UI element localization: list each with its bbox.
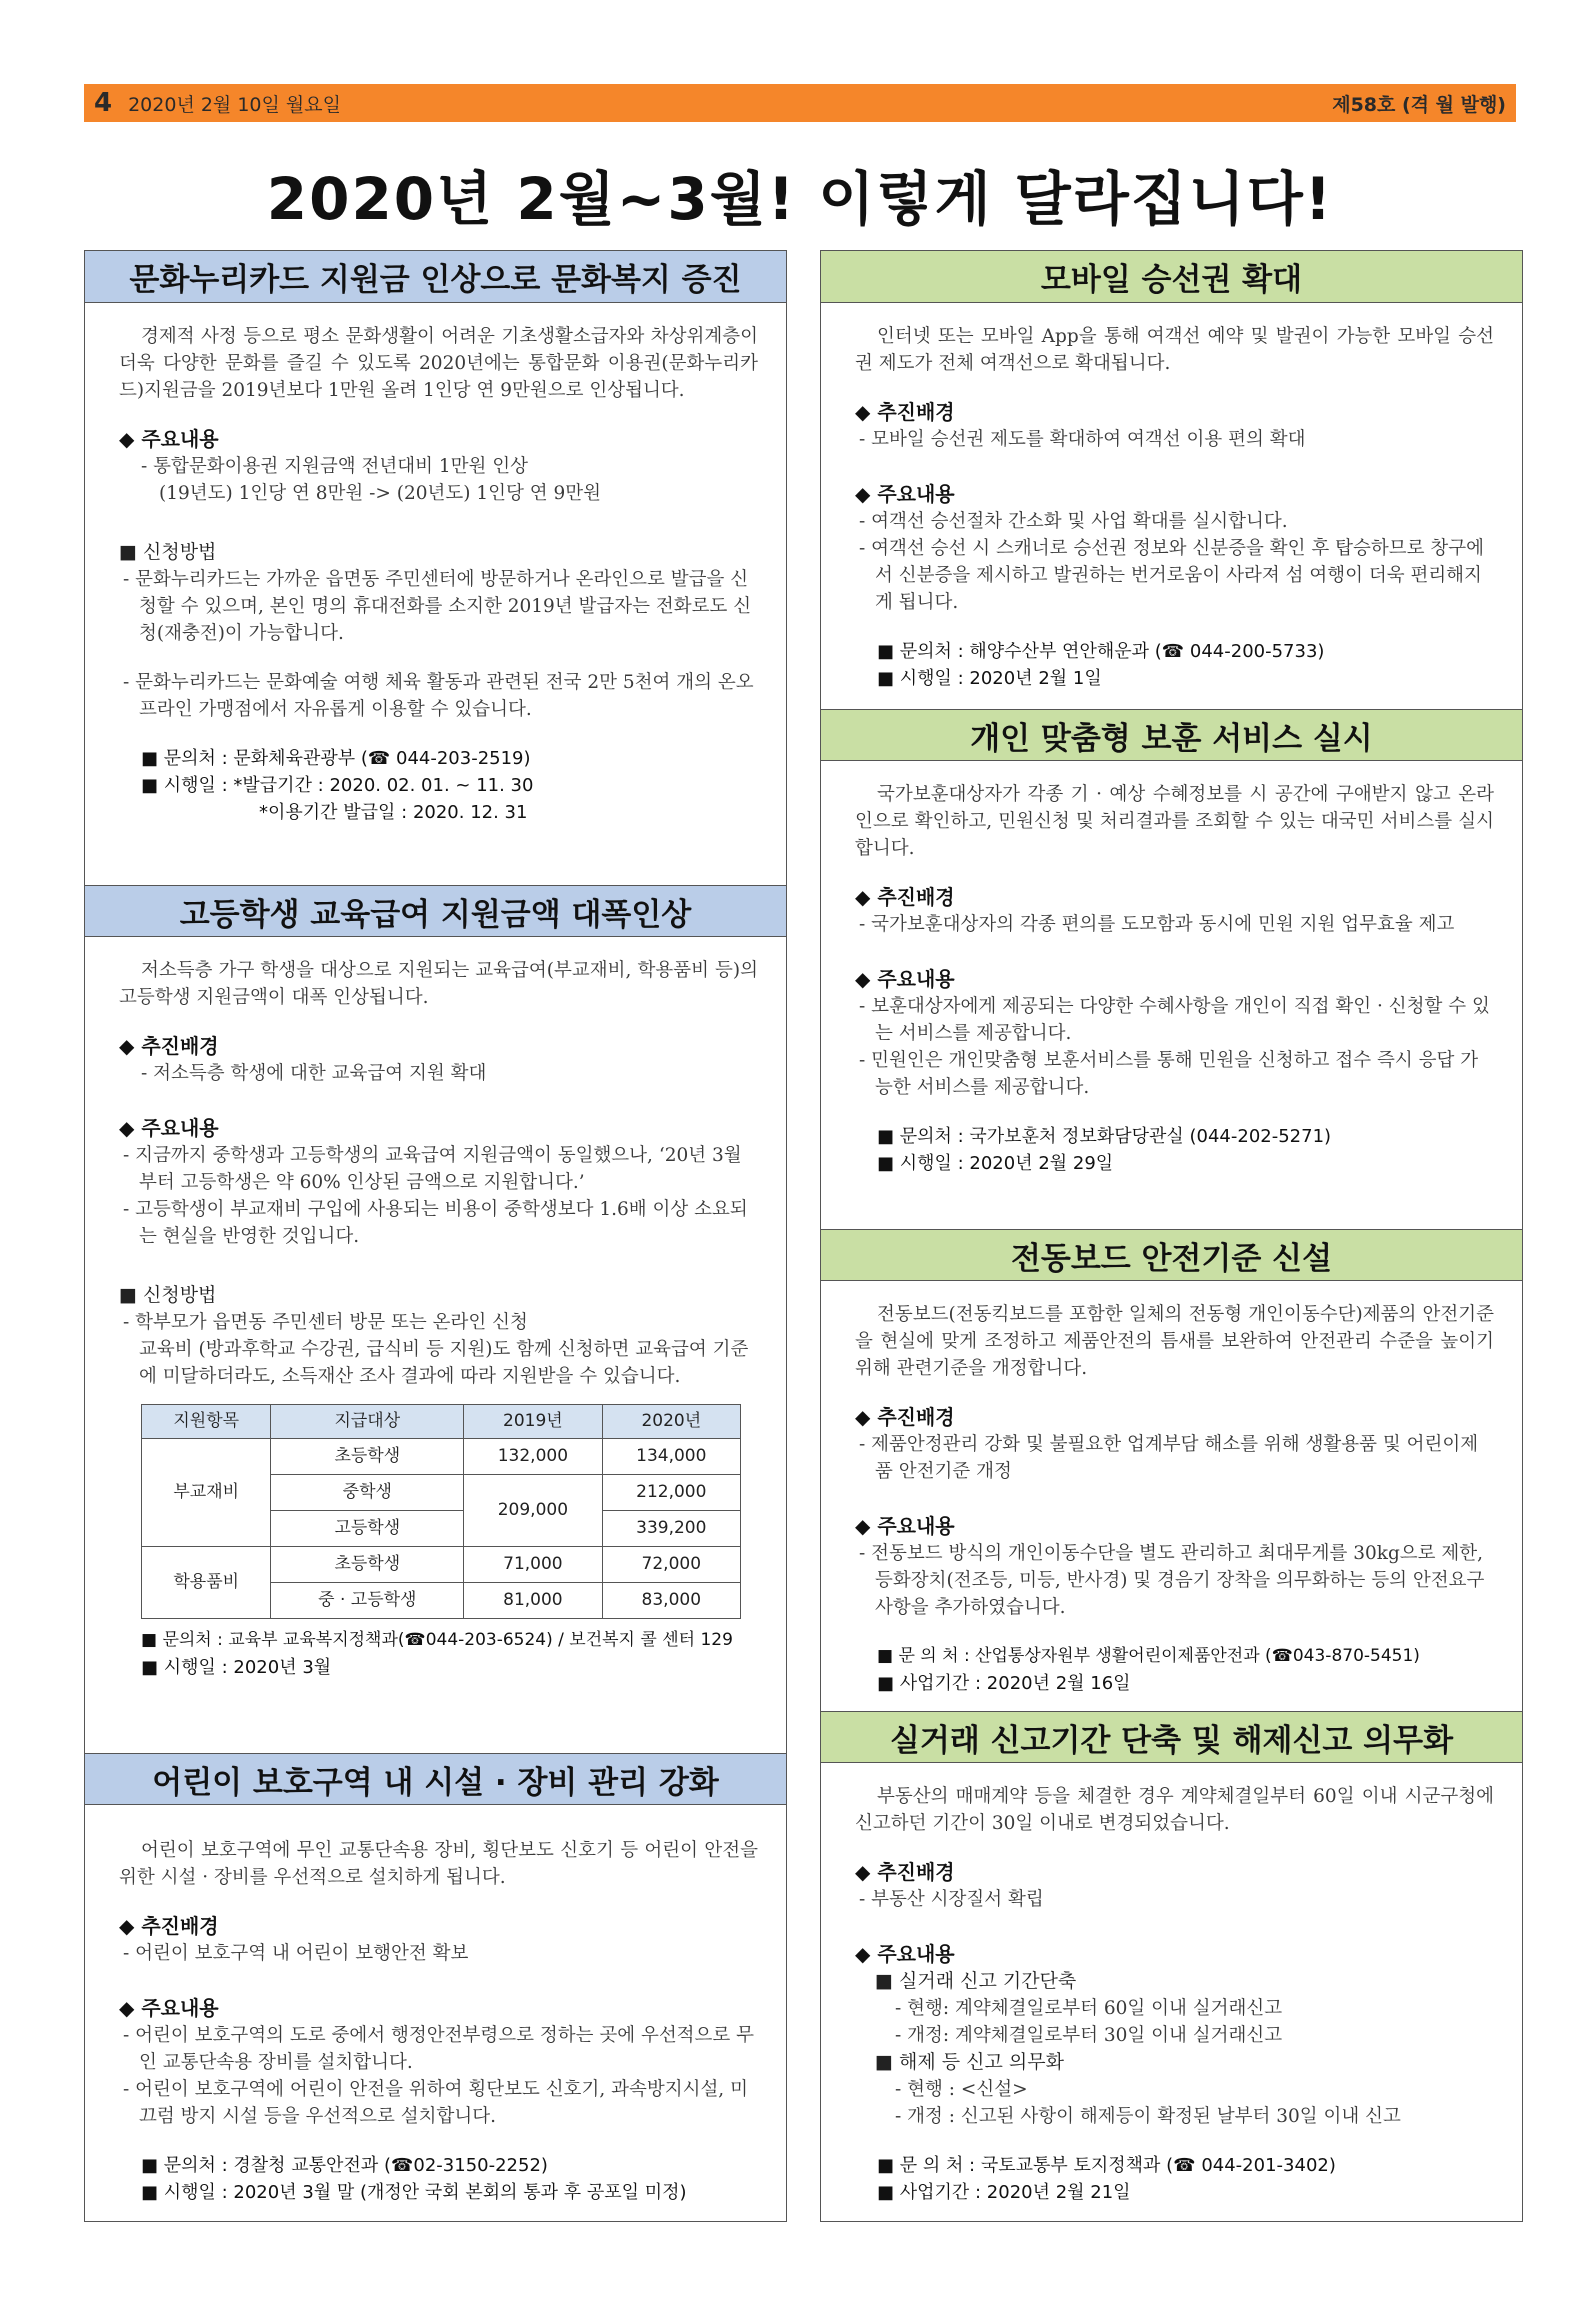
bullet-heading: ◆ 주요내용 [855,967,955,991]
sub-heading: ■ 해제 등 신고 의무화 [875,2051,1064,2073]
left-column [84,250,787,2222]
sub-heading: ■ 신청방법 [119,541,217,563]
article-body [85,303,786,836]
contact-info: ■ 문의처 : 교육부 교육복지정책과(☎044-203-6524) / 보건복지 콜 센터 129 [141,1630,733,1650]
table-header: 2019년 [464,1405,602,1439]
bullet-heading: ◆ 주요내용 [119,1116,219,1140]
bullet-heading: ◆ 주요내용 [855,1514,955,1538]
article-title: 모바일 승선권 확대 [821,251,1522,303]
article-intro: 저소득층 가구 학생을 대상으로 지원되는 교육급여(부교재비, 학용품비 등)의 고등학생 지원금액이 대폭 인상됩니다. [119,960,758,1008]
body-line: - 지금까지 중학생과 고등학생의 교육급여 지원금액이 동일했으나, ‘20년 3월부터 고등학생은 약 60% 인상된 금액으로 지원합니다.’ [123,1145,742,1193]
business-period: ■ 사업기간 : 2020년 2월 16일 [877,1673,1131,1694]
bullet-heading: ◆ 추진배경 [855,400,955,424]
body-line: - 통합문화이용권 지원금액 전년대비 1만원 인상 [141,456,528,477]
body-line: - 모바일 승선권 제도를 확대하여 여객선 이용 편의 확대 [859,429,1306,450]
header-left [94,88,341,118]
table-cell: 고등학생 [271,1511,464,1547]
article-electric-board [821,1229,1522,1707]
body-line: - 문화누리카드는 문화예술 여행 체육 활동과 관련된 전국 2만 5천여 개의 온오프라인 가맹점에서 자유롭게 이용할 수 있습니다. [123,672,754,720]
table-cell: 209,000 [464,1475,602,1547]
article-body [821,1763,1522,2216]
table-header: 지원항목 [142,1405,271,1439]
bullet-heading: ◆ 추진배경 [119,1034,219,1058]
contact-info: ■ 문의처 : 국가보훈처 정보화담당관실 (044-202-5271) [877,1126,1332,1147]
body-line: - 여객선 승선절차 간소화 및 사업 확대를 실시합니다. [859,511,1288,532]
article-body [821,1281,1522,1707]
body-line: - 제품안정관리 강화 및 불필요한 업계부담 해소를 위해 생활용품 및 어린이제품 안전기준 개정 [859,1434,1479,1482]
table-cell: 중학생 [271,1475,464,1511]
article-intro: 어린이 보호구역에 무인 교통단속용 장비, 횡단보도 신호기 등 어린이 안전을 위한 시설 · 장비를 우선적으로 설치하게 됩니다. [119,1840,758,1888]
body-line: - 학부모가 읍면동 주민센터 방문 또는 온라인 신청 [123,1312,528,1333]
body-line: - 개정 : 신고된 사항이 해제등이 확정된 날부터 30일 이내 신고 [895,2106,1401,2127]
article-intro: 부동산의 매매계약 등을 체결한 경우 계약체결일부터 60일 이내 시군구청에 신고하던 기간이 30일 이내로 변경되었습니다. [855,1786,1494,1834]
article-body [85,937,786,1691]
contact-info: ■ 문 의 처 : 산업통상자원부 생활어린이제품안전과 (☎043-870-5451) [877,1646,1420,1666]
page-number: 4 [94,88,113,118]
bullet-heading: ◆ 추진배경 [119,1914,219,1938]
table-cell: 학용품비 [142,1547,271,1619]
table-header: 지급대상 [271,1405,464,1439]
body-line: (19년도) 1인당 연 8만원 -> (20년도) 1인당 연 9만원 [159,483,602,504]
effective-date: ■ 시행일 : 2020년 3월 말 (개정안 국회 본회의 통과 후 공포일 미정) [141,2182,687,2203]
page-header-bar [84,84,1516,122]
table-cell: 부교재비 [142,1439,271,1547]
table-header: 2020년 [602,1405,740,1439]
article-title: 문화누리카드 지원금 인상으로 문화복지 증진 [85,251,786,303]
article-body [821,303,1522,702]
body-line: - 현행: 계약체결일로부터 60일 이내 실거래신고 [895,1998,1283,2019]
article-body [821,761,1522,1187]
article-title: 실거래 신고기간 단축 및 해제신고 의무화 [821,1711,1522,1763]
table-cell: 212,000 [602,1475,740,1511]
effective-date: ■ 시행일 : *발급기간 : 2020. 02. 01. ~ 11. 30 [141,775,534,796]
table-cell: 초등학생 [271,1439,464,1475]
contact-info: ■ 문의처 : 해양수산부 연안해운과 (☎ 044-200-5733) [877,641,1325,662]
table-cell: 72,000 [602,1547,740,1583]
body-line: - 보훈대상자에게 제공되는 다양한 수혜사항을 개인이 직접 확인 · 신청할 수 있는 서비스를 제공합니다. [859,996,1490,1044]
table-cell: 339,200 [602,1511,740,1547]
bullet-heading: ◆ 주요내용 [855,482,955,506]
bullet-heading: ◆ 주요내용 [119,427,219,451]
table-row [142,1547,741,1583]
right-column [820,250,1523,2222]
effective-date: ■ 시행일 : 2020년 2월 1일 [877,668,1102,689]
bullet-heading: ◆ 주요내용 [119,1996,219,2020]
article-intro: 경제적 사정 등으로 평소 문화생활이 어려운 기초생활소급자와 차상위계층이 더욱 다양한 문화를 즐길 수 있도록 2020년에는 통합문화 이용권(문화누리카드)지원금을 2019년보다 1만원 올려 1인당 연 9만원으로 인상됩니다. [119,326,758,401]
article-body [85,1805,786,2216]
body-line: - 고등학생이 부교재비 구입에 사용되는 비용이 중학생보다 1.6배 이상 소요되는 현실을 반영한 것입니다. [123,1199,748,1247]
body-line: - 문화누리카드는 가까운 읍면동 주민센터에 방문하거나 온라인으로 발급을 신청할 수 있으며, 본인 명의 휴대전화를 소지한 2019년 발급자는 전화로도 신청(재충전)이 가능합니다. [123,569,752,644]
article-title: 고등학생 교육급여 지원금액 대폭인상 [85,885,786,937]
table-cell: 83,000 [602,1583,740,1619]
article-title: 어린이 보호구역 내 시설 · 장비 관리 강화 [85,1753,786,1805]
bullet-heading: ◆ 추진배경 [855,1405,955,1429]
article-title: 개인 맞춤형 보훈 서비스 실시 [821,709,1522,761]
contact-info: ■ 문의처 : 문화체육관광부 (☎ 044-203-2519) [141,748,531,769]
article-culture-card [85,251,786,836]
article-real-estate-report [821,1711,1522,2216]
table-cell: 71,000 [464,1547,602,1583]
contact-info: ■ 문 의 처 : 국토교통부 토지정책과 (☎ 044-201-3402) [877,2155,1336,2176]
article-education-benefit [85,885,786,1691]
benefit-table [141,1404,741,1619]
body-line: - 어린이 보호구역 내 어린이 보행안전 확보 [123,1943,469,1964]
article-veterans-service [821,709,1522,1187]
sub-heading: ■ 실거래 신고 기간단축 [875,1970,1077,1992]
usage-period: *이용기간 발급일 : 2020. 12. 31 [259,802,528,823]
body-line: - 전동보드 방식의 개인이동수단을 별도 관리하고 최대무게를 30kg으로 제한, 등화장치(전조등, 미등, 반사경) 및 경음기 장착을 의무화하는 등의 안전요구사항을 추가하였습니다. [859,1543,1485,1618]
body-line: - 저소득층 학생에 대한 교육급여 지원 확대 [141,1063,487,1084]
table-cell: 중 · 고등학생 [271,1583,464,1619]
body-line: - 민원인은 개인맞춤형 보훈서비스를 통해 민원을 신청하고 접수 즉시 응답 가능한 서비스를 제공합니다. [859,1050,1479,1098]
table-cell: 132,000 [464,1439,602,1475]
sub-heading: ■ 신청방법 [119,1284,217,1306]
body-line: - 현행 : <신설> [895,2079,1028,2100]
business-period: ■ 사업기간 : 2020년 2월 21일 [877,2182,1131,2203]
body-line: - 어린이 보호구역에 어린이 안전을 위하여 횡단보도 신호기, 과속방지시설, 미끄럼 방지 시설 등을 우선적으로 설치합니다. [123,2079,748,2127]
bullet-heading: ◆ 추진배경 [855,1860,955,1884]
body-line: - 부동산 시장질서 확립 [859,1889,1044,1910]
article-school-zone [85,1753,786,2216]
article-intro: 전동보드(전동킥보드를 포함한 일체의 전동형 개인이동수단)제품의 안전기준을 현실에 맞게 조정하고 제품안전의 틈새를 보완하여 안전관리 수준을 높이기 위해 관련기준을 개정합니다. [855,1304,1494,1379]
effective-date: ■ 시행일 : 2020년 3월 [141,1657,332,1678]
bullet-heading: ◆ 주요내용 [855,1942,955,1966]
page-title: 2020년 2월~3월! 이렇게 달라집니다! [266,165,1334,233]
table-row [142,1439,741,1475]
table-cell: 134,000 [602,1439,740,1475]
issue-date: 2020년 2월 10일 월요일 [128,93,341,116]
contact-info: ■ 문의처 : 경찰청 교통안전과 (☎02-3150-2252) [141,2155,548,2176]
effective-date: ■ 시행일 : 2020년 2월 29일 [877,1153,1114,1174]
body-line: 교육비 (방과후학교 수강권, 급식비 등 지원)도 함께 신청하면 교육급여 기준에 미달하더라도, 소득재산 조사 결과에 따라 지원받을 수 있습니다. [139,1339,749,1387]
body-line: - 여객선 승선 시 스캐너로 승선권 정보와 신분증을 확인 후 탑승하므로 창구에서 신분증을 제시하고 발권하는 번거로움이 사라져 섬 여행이 더욱 편리해지게 됩니다. [859,538,1484,613]
article-intro: 인터넷 또는 모바일 App을 통해 여객선 예약 및 발권이 가능한 모바일 승선권 제도가 전체 여객선으로 확대됩니다. [855,326,1494,374]
article-mobile-ticket [821,251,1522,702]
body-line: - 개정: 계약체결일로부터 30일 이내 실거래신고 [895,2025,1283,2046]
table-cell: 초등학생 [271,1547,464,1583]
article-intro: 국가보훈대상자가 각종 기 · 예상 수혜정보를 시 공간에 구애받지 않고 온라인으로 확인하고, 민원신청 및 처리결과를 조회할 수 있는 대국민 서비스를 실시합니다. [855,784,1494,859]
issue-number: 제58호 (격 월 발행) [1332,93,1506,116]
table-cell: 81,000 [464,1583,602,1619]
body-line: - 국가보훈대상자의 각종 편의를 도모함과 동시에 민원 지원 업무효율 제고 [859,914,1455,935]
article-title: 전동보드 안전기준 신설 [821,1229,1522,1281]
bullet-heading: ◆ 추진배경 [855,885,955,909]
body-line: - 어린이 보호구역의 도로 중에서 행정안전부령으로 정하는 곳에 우선적으로 무인 교통단속용 장비를 설치합니다. [123,2025,755,2073]
